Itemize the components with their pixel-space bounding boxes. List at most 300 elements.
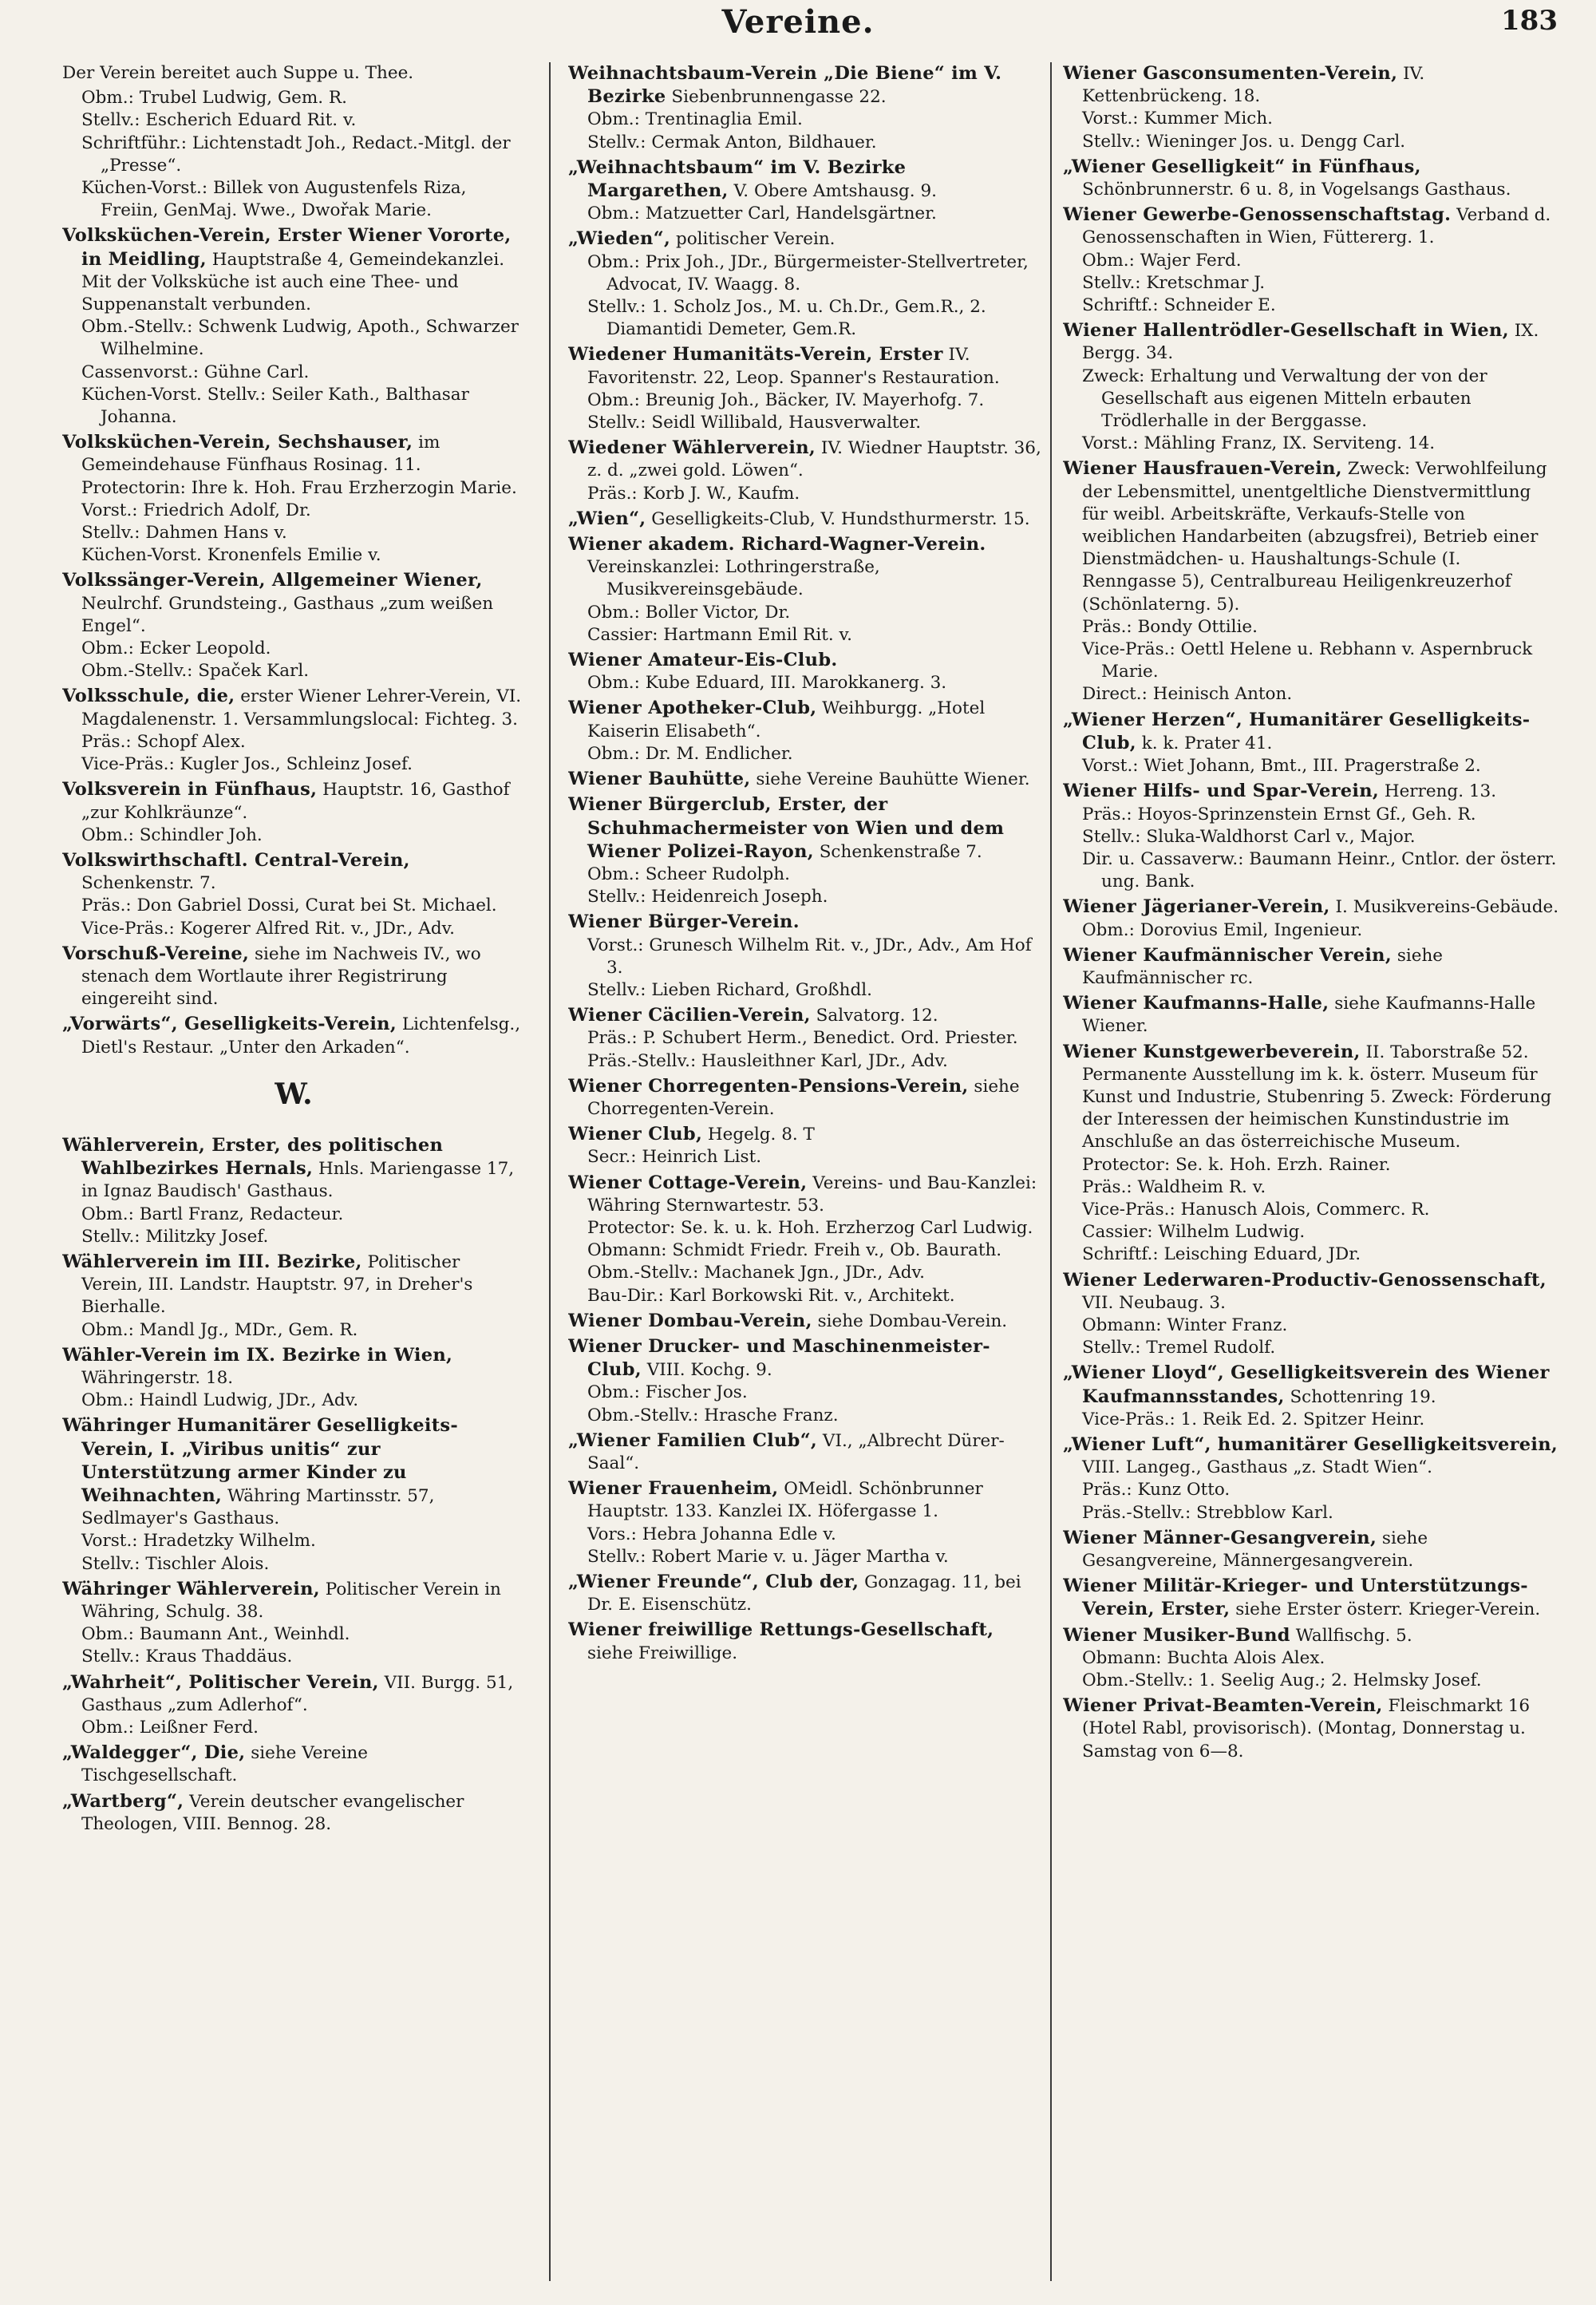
entry-text: im Gemeindehause Fünfhaus Rosinag. 11. (81, 433, 440, 476)
entry-text: Weihburgg. „Hotel Kaiserin Elisabeth“. (587, 698, 986, 741)
entry-head (568, 1335, 1043, 1382)
entry-line: Obm.: Matzuetter Carl, Handelsgärtner. (587, 204, 937, 224)
entry-head (1063, 319, 1559, 365)
entry-text: Lichtenfelsg., Dietl's Restaur. „Unter den Arkaden“. (81, 1014, 521, 1058)
entry-line: Stellv.: Dahmen Hans v. (81, 523, 287, 544)
entry-head (62, 1742, 525, 1787)
entry-text: siehe Kaufmännischer rc. (1082, 945, 1444, 988)
entry-title: Wiener Apotheker-Club, (568, 698, 817, 719)
entry-head (568, 1123, 1043, 1146)
directory-entry (1063, 780, 1559, 893)
entry-title: Wiener Chorregenten-Pensions-Verein, (568, 1075, 969, 1097)
entry-note: Der Verein bereitet auch Suppe u. Thee. (62, 63, 414, 83)
entry-text: Schottenring 19. (1290, 1386, 1436, 1407)
directory-entry (62, 569, 525, 682)
directory-entry (568, 1571, 1043, 1616)
entry-title: Wiener Frauenheim, (568, 1478, 779, 1500)
entry-head (568, 1172, 1043, 1217)
entry-title: „Wartberg“, (62, 1790, 184, 1812)
entry-title: Volkswirthschaftl. Central-Verein, (62, 849, 410, 871)
entry-line: Stellv.: Wieninger Jos. u. Dengg Carl. (1082, 131, 1406, 152)
entry-head (568, 1429, 1043, 1475)
entry-line: Vorst.: Grunesch Wilhelm Rit. v., JDr., Adv., Am Hof 3. (587, 935, 1032, 978)
entry-text: Schönbrunnerstr. 6 u. 8, in Vogelsangs Gasthaus. (1082, 180, 1511, 200)
entry-text: Hauptstraße 4, Gemeindekanzlei. Mit der Volksküche ist auch eine Thee- und Suppenanstalt verbunden. (81, 249, 505, 315)
column-3 (1063, 62, 1559, 2289)
entry-line: Obm.: Haindl Ludwig, JDr., Adv. (81, 1390, 359, 1411)
entry-head (1063, 1433, 1559, 1479)
entry-line: Obm.: Mandl Jg., MDr., Gem. R. (81, 1319, 358, 1340)
entry-title: „Wahrheit“, Politischer Verein, (62, 1671, 379, 1693)
entry-head (1063, 896, 1559, 919)
entry-line: Obm.: Dr. M. Endlicher. (587, 743, 793, 764)
entry-head (568, 1004, 1043, 1027)
entry-title: Wiener Drucker- und Maschinenmeister-Club, (568, 1335, 990, 1381)
entry-title: Wiener Amateur-Eis-Club. (568, 650, 838, 671)
entry-line: Cassenvorst.: Gühne Carl. (81, 362, 310, 382)
entry-title: Wiener freiwillige Rettungs-Gesellschaft, (568, 1619, 994, 1641)
entry-head (568, 156, 1043, 203)
entry-line: Schriftf.: Leisching Eduard, JDr. (1082, 1244, 1361, 1265)
column-divider (1050, 62, 1052, 2281)
entry-line: Obm.: Baumann Ant., Weinhdl. (81, 1624, 350, 1645)
entry-head (1063, 1694, 1559, 1763)
directory-entry (1063, 1433, 1559, 1524)
entry-head (568, 768, 1043, 791)
directory-entry (1063, 156, 1559, 201)
directory-entry (568, 227, 1043, 341)
entry-text: Verband d. Genossenschaften in Wien, Füttererg. 1. (1082, 205, 1551, 248)
entry-text: Wallfischg. 5. (1295, 1625, 1412, 1646)
entry-title: Weihnachtsbaum-Verein „Die Biene“ im V. Bezirke (568, 63, 1002, 108)
entry-line: Vorst.: Kummer Mich. (1082, 109, 1274, 129)
entry-line: Vorst.: Friedrich Adolf, Dr. (81, 500, 311, 520)
directory-entry (568, 1477, 1043, 1568)
entry-text: II. Taborstraße 52. Permanente Ausstellung im k. k. österr. Museum für Kunst und Industrie, Stubenring 5. Zweck: Förderung der Interessen der heimischen Kunstindustrie im Anschluße an das österreichische Museum. (1082, 1042, 1552, 1152)
entry-head (1063, 944, 1559, 990)
entry-title: „Wiener Freunde“, Club der, (568, 1572, 859, 1592)
entry-text: Politischer Verein, III. Landstr. Hauptstr. 97, in Dreher's Bierhalle. (81, 1251, 473, 1318)
entry-title: Wiener Bauhütte, (568, 769, 751, 790)
entry-line: Präs.: Bondy Ottilie. (1082, 616, 1258, 637)
entry-text: siehe Kaufmanns-Halle Wiener. (1082, 994, 1536, 1037)
entry-title: Wiener Kaufmanns-Halle, (1063, 993, 1329, 1014)
entry-text: Geselligkeits-Club, V. Hundsthurmerstr. 15. (651, 508, 1030, 529)
entry-head (1063, 1527, 1559, 1572)
directory-entry (62, 1790, 525, 1836)
entry-line: Obm.: Breunig Joh., Bäcker, IV. Mayerhofg. 7. (587, 389, 985, 410)
directory-entry (568, 1429, 1043, 1475)
entry-line: Schriftführ.: Lichtenstadt Joh., Redact.-Mitgl. der „Presse“. (81, 132, 511, 176)
entry-title: „Waldegger“, Die, (62, 1742, 246, 1764)
entry-title: „Wiener Lloyd“, Geselligkeitsverein des Wiener Kaufmannsstandes, (1063, 1362, 1550, 1407)
entry-title: „Wiener Geselligkeit“ in Fünfhaus, (1063, 156, 1421, 177)
directory-entry (568, 793, 1043, 908)
directory-entry (568, 437, 1043, 505)
entry-line: Obm.-Stellv.: Hrasche Franz. (587, 1405, 839, 1425)
entry-head (568, 343, 1043, 389)
entry-title: Wiener Hallentrödler-Gesellschaft in Wien, (1063, 320, 1509, 342)
entry-title: Wiedener Humanitäts-Verein, Erster (568, 344, 943, 366)
entry-line: Küchen-Vorst. Kronenfels Emilie v. (81, 545, 381, 566)
entry-text: VIII. Langeg., Gasthaus „z. Stadt Wien“. (1082, 1457, 1432, 1478)
entry-line: Präs.: Kunz Otto. (1082, 1480, 1231, 1500)
entry-title: Wiener Privat-Beamten-Verein, (1063, 1695, 1383, 1717)
entry-text: siehe Vereine Tischgesellschaft. (81, 1743, 368, 1786)
entry-head (568, 508, 1043, 531)
entry-text: IV. Kettenbrückeng. 18. (1082, 64, 1425, 107)
directory-entry (568, 768, 1043, 791)
entry-line: Obmann: Schmidt Friedr. Freih v., Ob. Baurath. (587, 1240, 1002, 1261)
entry-text: Gonzagag. 11, bei Dr. E. Eisenschütz. (587, 1572, 1021, 1615)
entry-title: Wiener Club, (568, 1124, 703, 1145)
entry-line: Küchen-Vorst.: Billek von Augustenfels Riza, Freiin, GenMaj. Wwe., Dwořak Marie. (81, 178, 467, 221)
entry-title: Wiener Hilfs- und Spar-Verein, (1063, 781, 1379, 802)
entry-line: Vereinskanzlei: Lothringerstraße, Musikvereinsgebäude. (587, 557, 880, 600)
entry-title: „Wieden“, (568, 228, 671, 250)
entry-text: siehe Freiwillige. (587, 1643, 738, 1663)
entry-title: „Vorwärts“, Geselligkeits-Verein, (62, 1014, 397, 1035)
entry-text: siehe Gesangvereine, Männergesangverein. (1082, 1528, 1428, 1571)
entry-line: Obm.: Kube Eduard, III. Marokkanerg. 3. (587, 673, 947, 694)
entry-title: Wiener Hausfrauen-Verein, (1063, 458, 1342, 480)
directory-entry (62, 1134, 525, 1248)
entry-text: Herreng. 13. (1384, 781, 1497, 802)
entry-title: Wiener Cottage-Verein, (568, 1172, 808, 1193)
entry-title: Wählerverein im III. Bezirke, (62, 1251, 362, 1272)
entry-head (568, 911, 1043, 934)
entry-line: Secr.: Heinrich List. (587, 1147, 762, 1168)
entry-text: Neulrchf. Grundsteing., Gasthaus „zum weißen Engel“. (81, 593, 494, 636)
directory-entry (1063, 319, 1559, 455)
entry-text: VIII. Kochg. 9. (646, 1360, 772, 1381)
directory-entry (1063, 1624, 1559, 1693)
entry-text: Hegelg. 8. T (707, 1125, 815, 1145)
entry-head (1063, 1362, 1559, 1408)
entry-line: Stellv.: Heidenreich Joseph. (587, 887, 828, 907)
directory-entry (62, 943, 525, 1011)
entry-line: Obm.: Trubel Ludwig, Gem. R. (81, 88, 347, 109)
entry-line: Vice-Präs.: Kugler Jos., Schleinz Josef. (81, 754, 413, 775)
entry-text: siehe Dombau-Verein. (817, 1311, 1008, 1331)
directory-entry (62, 1344, 525, 1413)
column-2 (568, 62, 1043, 2289)
entry-head (1063, 1624, 1559, 1647)
entry-head (1063, 204, 1559, 249)
entry-line: Obm.-Stellv.: Spaček Karl. (81, 661, 310, 682)
entry-text: Fleischmarkt 16 (Hotel Rabl, provisorisch). (Montag, Donnerstag u. Samstag von 6—8. (1082, 1696, 1531, 1761)
entry-title: Wiener Männer-Gesangverein, (1063, 1527, 1377, 1548)
entry-head (1063, 992, 1559, 1038)
entry-line: Stellv.: Sluka-Waldhorst Carl v., Major. (1082, 826, 1416, 847)
entry-head (62, 224, 525, 316)
entry-title: „Weihnachtsbaum“ im V. Bezirke Margarethen, (568, 156, 907, 202)
entry-line: Zweck: Erhaltung und Verwaltung der von der Gesellschaft aus eigenen Mitteln erbauten Trödlerhalle in der Berggasse. (1082, 366, 1487, 432)
entry-line: Stellv.: Tischler Alois. (81, 1553, 270, 1574)
entry-line: Obm.: Prix Joh., JDr., Bürgermeister-Stellvertreter, Advocat, IV. Waagg. 8. (587, 251, 1029, 295)
entry-title: Volksküchen-Verein, Sechshauser, (62, 432, 413, 453)
entry-title: Wiener Cäcilien-Verein, (568, 1005, 811, 1026)
entry-line: Stellv.: Seidl Willibald, Hausverwalter. (587, 413, 922, 433)
entry-line: Präs.-Stellv.: Hausleithner Karl, JDr., Adv. (587, 1050, 948, 1071)
entry-head (1063, 62, 1559, 108)
entry-title: Wiener Gewerbe-Genossenschaftstag. (1063, 204, 1452, 226)
entry-line: Obm.: Bartl Franz, Redacteur. (81, 1204, 344, 1224)
directory-entry (62, 1414, 525, 1575)
directory-entry (568, 533, 1043, 646)
entry-title: „Wiener Familien Club“, (568, 1429, 818, 1451)
directory-entry (568, 343, 1043, 434)
entry-title: Wiener Jägerianer-Verein, (1063, 896, 1330, 918)
directory-entry (62, 431, 525, 567)
directory-entry (62, 1251, 525, 1342)
entry-text: siehe Vereine Bauhütte Wiener. (756, 769, 1030, 790)
entry-line: Vice-Präs.: Hanusch Alois, Commerc. R. (1082, 1199, 1430, 1220)
entry-title: Wiedener Wählerverein, (568, 437, 816, 459)
entry-head (568, 1075, 1043, 1121)
entry-line: Präs.-Stellv.: Strebblow Karl. (1082, 1502, 1333, 1523)
entry-text: Schenkenstr. 7. (81, 873, 216, 894)
page-title: Vereine. (721, 3, 875, 41)
entry-line: Stellv.: Cermak Anton, Bildhauer. (587, 132, 877, 152)
directory-entry (568, 508, 1043, 531)
entry-line: Präs.: Don Gabriel Dossi, Curat bei St. Michael. (81, 896, 497, 916)
directory-entry (568, 1123, 1043, 1168)
directory-entry (568, 1172, 1043, 1307)
entry-line: Stellv.: 1. Scholz Jos., M. u. Ch.Dr., Gem.R., 2. Diamantidi Demeter, Gem.R. (587, 297, 986, 340)
entry-head (62, 431, 525, 476)
entry-head (62, 1251, 525, 1319)
entry-text: V. Obere Amtshausg. 9. (733, 181, 937, 202)
entry-line: Obmann: Buchta Alois Alex. (1082, 1647, 1325, 1668)
entry-text: VI., „Albrecht Dürer-Saal“. (587, 1430, 1005, 1473)
directory-entry (1063, 62, 1559, 153)
entry-lines (62, 87, 525, 222)
entry-head (62, 1344, 525, 1390)
entry-head (568, 1571, 1043, 1616)
entry-line: Vice-Präs.: Kogerer Alfred Rit. v., JDr., Adv. (81, 918, 456, 939)
entry-head (1063, 457, 1559, 615)
entry-text: Währing Martinsstr. 57, Sedlmayer's Gasthaus. (81, 1485, 435, 1529)
directory-entry (62, 1742, 525, 1787)
entry-title: Wiener Gasconsumenten-Verein, (1063, 63, 1398, 84)
entry-text: Salvatorg. 12. (816, 1006, 938, 1026)
entry-text: politischer Verein. (675, 229, 836, 250)
directory-entry (568, 62, 1043, 154)
entry-line: Stellv.: Kretschmar J. (1082, 272, 1266, 293)
directory-entry (1063, 204, 1559, 317)
entry-head (1063, 709, 1559, 755)
entry-text: siehe im Nachweis IV., wo stenach dem Wortlaute ihrer Registrirung eingereiht sind. (81, 943, 481, 1010)
entry-title: Wiener Militär-Krieger- und Unterstützungs-Verein, Erster, (1063, 1576, 1528, 1620)
entry-line: Vors.: Hebra Johanna Edle v. (587, 1524, 836, 1544)
entry-line: Obm.: Wajer Ferd. (1082, 250, 1242, 271)
directory-entry (1063, 896, 1559, 941)
entry-text: Hnls. Mariengasse 17, in Ignaz Baudisch' Gasthaus. (81, 1159, 515, 1202)
directory-entry (62, 1578, 525, 1669)
directory-entry (1063, 1575, 1559, 1621)
entry-text: Politischer Verein in Währing, Schulg. 38. (81, 1579, 501, 1622)
entry-line: Vice-Präs.: 1. Reik Ed. 2. Spitzer Heinr. (1082, 1409, 1425, 1429)
entry-line: Protector: Se. k. u. k. Hoh. Erzherzog Carl Ludwig. (587, 1217, 1033, 1238)
entry-text: Hauptstr. 16, Gasthof „zur Kohlkräunze“. (81, 780, 510, 823)
entry-head (62, 778, 525, 824)
directory-entry (1063, 1269, 1559, 1360)
entry-head (62, 943, 525, 1011)
directory-entry (62, 778, 525, 847)
entry-head (62, 685, 525, 730)
entry-text: Währingerstr. 18. (81, 1367, 234, 1388)
entry-line: Vorst.: Wiet Johann, Bmt., III. Pragerstraße 2. (1082, 756, 1481, 777)
entry-title: Volksküchen-Verein, Erster Wiener Vororte, in Meidling, (62, 225, 512, 270)
entry-text: Schenkenstraße 7. (819, 841, 982, 862)
entry-title: Wiener Bürger-Verein. (568, 911, 800, 933)
entry-title: Wiener Kunstgewerbeverein, (1063, 1041, 1361, 1062)
entry-line: Obm.-Stellv.: 1. Seelig Aug.; 2. Helmsky Josef. (1082, 1670, 1482, 1691)
directory-entry (568, 1335, 1043, 1427)
entry-head (568, 227, 1043, 251)
entry-head (568, 793, 1043, 864)
column-divider (549, 62, 551, 2281)
entry-title: „Wiener Luft“, humanitärer Geselligkeitsverein, (1063, 1433, 1558, 1455)
directory-entry (1063, 944, 1559, 990)
entry-head (568, 1310, 1043, 1333)
entry-line: Obm.: Ecker Leopold. (81, 639, 271, 659)
entry-head (62, 1790, 525, 1836)
entry-line: Protectorin: Ihre k. Hoh. Frau Erzherzogin Marie. (81, 477, 517, 498)
page-number: 183 (1501, 5, 1558, 37)
directory-entry (568, 1075, 1043, 1121)
directory-entry (1063, 1362, 1559, 1431)
entry-title: Währinger Wählerverein, (62, 1578, 320, 1599)
entry-line: Obmann: Winter Franz. (1082, 1315, 1288, 1335)
directory-entry (1063, 457, 1559, 706)
entry-line: Stellv.: Kraus Thaddäus. (81, 1647, 293, 1667)
entry-text: k. k. Prater 41. (1141, 733, 1273, 753)
entry-head (568, 649, 1043, 672)
entry-title: Wiener Bürgerclub, Erster, der Schuhmachermeister von Wien und dem Wiener Polizei-Rayon, (568, 794, 1005, 862)
entry-text: IX. Bergg. 34. (1082, 321, 1539, 364)
entry-text: Zweck: Verwohlfeilung der Lebensmittel, unentgeltliche Dienstvermittlung für weibl. Arbeitskräfte, Verkaufs-Stelle von weiblichen Handarbeiten (abzugsfrei), Betrieb einer Dienstmädchen- u. Haushaltungs-Schule (I. Renngasse 5), Centralbureau Heiligenkreuzerhof (Schönlaterng. 5). (1082, 459, 1547, 615)
entry-line: Direct.: Heinisch Anton. (1082, 684, 1293, 705)
entry-line: Cassier: Wilhelm Ludwig. (1082, 1222, 1306, 1243)
entry-head (568, 697, 1043, 742)
entry-text: IV. Wiedner Hauptstr. 36, z. d. „zwei gold. Löwen“. (587, 438, 1041, 481)
entry-line: Präs.: Schopf Alex. (81, 731, 246, 752)
entry-head (1063, 780, 1559, 803)
entry-title: Volksschule, die, (62, 686, 235, 707)
entry-line: Obm.: Fischer Jos. (587, 1382, 748, 1403)
directory-entry (62, 1671, 525, 1740)
entry-line: Präs.: Korb J. W., Kaufm. (587, 483, 800, 504)
entry-line: Obm.: Boller Victor, Dr. (587, 602, 791, 623)
directory-entry (1063, 1527, 1559, 1572)
entry-text: I. Musikvereins-Gebäude. (1335, 897, 1559, 918)
directory-entry (568, 697, 1043, 765)
directory-entry (568, 649, 1043, 694)
entry-text: IV. Favoritenstr. 22, Leop. Spanner's Restauration. (587, 345, 1000, 388)
entry-head (1063, 156, 1559, 201)
entry-title: „Wien“, (568, 508, 646, 529)
entry-head (62, 1414, 525, 1530)
entry-line: Präs.: P. Schubert Herm., Benedict. Ord. Priester. (587, 1028, 1018, 1049)
entry-head (62, 849, 525, 895)
entry-line: Vice-Präs.: Oettl Helene u. Rebhann v. Aspernbruck Marie. (1082, 639, 1533, 682)
entry-head (62, 1013, 525, 1058)
entry-line: Präs.: Hoyos-Sprinzenstein Ernst Gf., Geh. R. (1082, 804, 1476, 824)
entry-title: „Wiener Herzen“, Humanitärer Geselligkeits-Club, (1063, 709, 1531, 753)
entry-line: Präs.: Waldheim R. v. (1082, 1176, 1266, 1197)
entry-text: siehe Erster österr. Krieger-Verein. (1235, 1599, 1541, 1620)
entry-line: Stellv.: Escherich Eduard Rit. v. (81, 110, 357, 131)
entry-title: Wähler-Verein im IX. Bezirke in Wien, (62, 1344, 453, 1366)
directory-entry (62, 1013, 525, 1058)
entry-title: Wiener Dombau-Verein, (568, 1310, 812, 1331)
entry-title: Wiener Musiker-Bund (1063, 1624, 1290, 1646)
entry-line: Protector: Se. k. Hoh. Erzh. Rainer. (1082, 1154, 1391, 1175)
entry-line: Schriftf.: Schneider E. (1082, 295, 1276, 316)
entry-head (568, 62, 1043, 109)
entry-head (568, 1477, 1043, 1523)
entry-title: Wiener Kaufmännischer Verein, (1063, 944, 1392, 966)
entry-line: Obm.: Scheer Rudolph. (587, 864, 790, 884)
entry-text: erster Wiener Lehrer-Verein, VI. Magdalenenstr. 1. Versammlungslocal: Fichteg. 3. (81, 686, 522, 729)
entry-title: Volkssänger-Verein, Allgemeiner Wiener, (62, 570, 483, 591)
entry-line: Stellv.: Tremel Rudolf. (1082, 1338, 1276, 1358)
directory-entry (568, 1619, 1043, 1664)
entry-line: Obm.: Schindler Joh. (81, 824, 263, 845)
entry-line: Obm.-Stellv.: Machanek Jgn., JDr., Adv. (587, 1263, 925, 1283)
directory-entry (62, 685, 525, 776)
entry-text: Verein deutscher evangelischer Theologen, VIII. Bennog. 28. (81, 1791, 464, 1834)
entry-text: Siebenbrunnengasse 22. (671, 87, 887, 108)
entry-text: siehe Chorregenten-Verein. (587, 1076, 1020, 1119)
directory-entry (568, 1004, 1043, 1073)
entry-line: Vorst.: Hradetzky Wilhelm. (81, 1531, 316, 1552)
directory-entry (62, 849, 525, 940)
entry-line: Vorst.: Mähling Franz, IX. Servitеng. 14. (1082, 433, 1436, 454)
entry-head (62, 1671, 525, 1717)
directory-entry (1063, 992, 1559, 1038)
directory-entry (568, 911, 1043, 1002)
entry-line: Bau-Dir.: Karl Borkowski Rit. v., Architekt. (587, 1285, 955, 1306)
entry-title: Wiener Lederwaren-Productiv-Genossenschaft, (1063, 1269, 1547, 1291)
section-heading: W. (275, 1077, 313, 1111)
entry-text: Vereins- und Bau-Kanzlei: Währing Sternwartestr. 53. (587, 1172, 1037, 1216)
page-header (0, 0, 1596, 48)
entry-head (1063, 1041, 1559, 1154)
entry-title: Volksverein in Fünfhaus, (62, 779, 318, 801)
entry-head (62, 1134, 525, 1204)
entry-text: VII. Neubaug. 3. (1082, 1292, 1226, 1313)
entry-line: Obm.-Stellv.: Schwenk Ludwig, Apoth., Schwarzer Wilhelmine. (81, 317, 519, 360)
entry-line: Stellv.: Militzky Josef. (81, 1226, 269, 1247)
entry-line: Stellv.: Robert Marie v. u. Jäger Martha v. (587, 1546, 949, 1567)
entry-line: Obm.: Leißner Ferd. (81, 1718, 259, 1738)
directory-entry (1063, 709, 1559, 778)
entry-head (568, 533, 1043, 556)
directory-entry (62, 224, 525, 429)
entry-head (62, 569, 525, 638)
entry-line: Cassier: Hartmann Emil Rit. v. (587, 624, 852, 645)
entry-text: VII. Burgg. 51, Gasthaus „zum Adlerhof“. (81, 1672, 514, 1715)
directory-entry (1063, 1694, 1559, 1763)
entry-title: Wählerverein, Erster, des politischen Wahlbezirkes Hernals, (62, 1134, 444, 1180)
entry-line: Obm.: Trentinaglia Emil. (587, 109, 803, 130)
directory-entry (568, 1310, 1043, 1333)
directory-entry (1063, 1041, 1559, 1267)
entry-title: Wiener akadem. Richard-Wagner-Verein. (568, 534, 986, 555)
